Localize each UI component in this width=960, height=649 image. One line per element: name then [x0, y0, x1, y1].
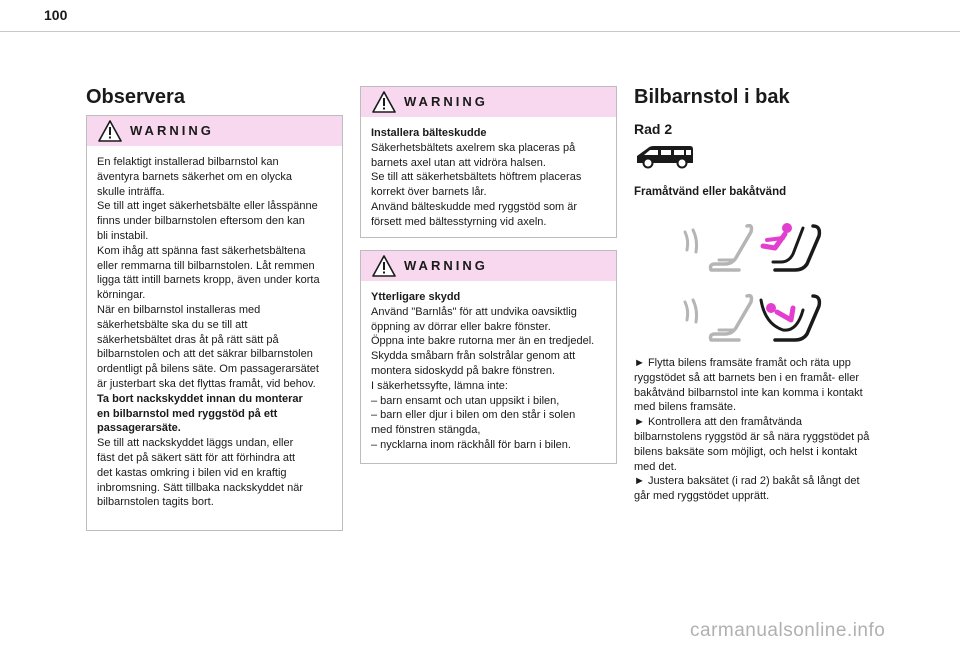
- text-line: montera sidoskydd på bakre fönstren.: [371, 364, 556, 377]
- text-line: ► Kontrollera att den framåtvända: [634, 416, 803, 429]
- text-line: öppning av dörrar eller bakre fönster.: [371, 320, 551, 333]
- text-line: ► Justera baksätet (i rad 2) bakåt så långt det: [634, 475, 860, 488]
- warning-body: [361, 117, 616, 238]
- text-line: säkerhetsbälte ska du se till att: [97, 318, 248, 331]
- text-line: bilbarnstolen och att det säkrar bilbarnstolen: [97, 348, 313, 361]
- text-line: äventyra barnets säkerhet om en olycka: [97, 170, 293, 183]
- text-line: körningar.: [97, 289, 146, 302]
- row-title: Rad 2: [634, 121, 673, 137]
- text-line: inbromsning. Sätt tillbaka nackskyddet när: [97, 481, 304, 494]
- text-line: Säkerhetsbältets axelrem ska placeras på: [371, 141, 576, 154]
- text-line: Använd bälteskudde med ryggstöd som är: [371, 200, 578, 213]
- text-line: är justerbart ska det flyttas framåt, vid behov.: [97, 377, 316, 390]
- text-line: bilbarnstolen tagits bort.: [97, 496, 214, 509]
- text-line: Se till att inget säkerhetsbälte eller låsspänne: [97, 200, 318, 213]
- text-line: Öppna inte bakre rutorna mer än en tredjedel.: [371, 335, 595, 348]
- warning-box-left: [86, 115, 343, 531]
- text-line: – barn ensamt och utan uppsikt i bilen,: [371, 394, 560, 407]
- watermark: carmanualsonline.info: [690, 620, 886, 641]
- text-line: När en bilbarnstol installeras med: [97, 303, 261, 316]
- text-line: Skydda småbarn från solstrålar genom att: [371, 350, 576, 363]
- warning-header: [87, 116, 342, 146]
- text-line: Se till att nackskyddet läggs undan, eller: [97, 437, 294, 450]
- warning-header: [361, 87, 616, 117]
- warning-triangle-icon: [372, 91, 396, 113]
- warning-label: WARNING: [130, 123, 214, 138]
- text-line: – barn eller djur i bilen om den står i solen: [371, 409, 576, 422]
- text-line: skulle inträffa.: [97, 185, 165, 198]
- bold-line: Ta bort nackskyddet innan du monterar: [97, 392, 303, 405]
- text-line: Se till att säkerhetsbältets höftrem placeras: [371, 171, 582, 184]
- text-line: bilbarnstolens ryggstöd är så nära ryggstödet på: [634, 430, 870, 443]
- page-number: 100: [44, 7, 68, 23]
- warning-label: WARNING: [404, 258, 488, 273]
- text-line: barnets axel utan att vidröra halsen.: [371, 156, 546, 169]
- warning-triangle-icon: [98, 120, 122, 142]
- section-title-observera: Observera: [86, 86, 185, 108]
- text-line: ordentligt på bilens säte. Om passagerarsätet: [97, 363, 319, 376]
- warning-box-belt-cushion: [360, 86, 617, 238]
- text-line: säkerhetsbältet dras åt på rätt sätt på: [97, 333, 279, 346]
- text-line: ► Flytta bilens framsäte framåt och räta upp: [634, 357, 851, 369]
- text-line: I säkerhetssyfte, lämna inte:: [371, 379, 508, 392]
- warning-triangle-icon: [372, 255, 396, 277]
- text-line: Kom ihåg att spänna fast säkerhetsbältena: [97, 244, 306, 257]
- text-line: bli instabil.: [97, 229, 149, 242]
- text-line: det kastas omkring i bilen vid en kraftig: [97, 466, 287, 479]
- bold-line: en bilbarnstol med ryggstöd på ett: [97, 407, 278, 420]
- warning-heading: Ytterligare skydd: [371, 291, 461, 303]
- instructions: [634, 356, 896, 504]
- text-line: bakåtvänd bilbarnstol inte kan komma i kontakt: [634, 386, 863, 399]
- text-line: går med ryggstödet upprätt.: [634, 490, 770, 503]
- top-divider: [0, 31, 960, 32]
- section-title-rear-child-seat: Bilbarnstol i bak: [634, 86, 790, 108]
- warning-header: [361, 251, 616, 281]
- text-line: fäst det på säkert sätt för att förhindra att: [97, 451, 296, 464]
- text-line: ligga tätt intill barnets kropp, även under korta: [97, 274, 320, 287]
- text-line: eller remmarna till bilbarnstolen. Låt remmen: [97, 259, 315, 272]
- text-line: med det.: [634, 460, 677, 473]
- text-line: med bilens framsäte.: [634, 401, 737, 414]
- warning-heading: Installera bälteskudde: [371, 127, 487, 139]
- bold-line: passagerarsäte.: [97, 422, 181, 435]
- text-line: försett med bältesstyrning vid axeln.: [371, 215, 547, 228]
- text-line: ryggstödet så att barnets ben i en framåt- eller: [634, 371, 860, 384]
- rear-facing-child-seat-icon: [675, 290, 825, 352]
- warning-body: [87, 146, 342, 518]
- text-line: En felaktigt installerad bilbarnstol kan: [97, 156, 279, 168]
- warning-body: [361, 281, 616, 461]
- text-line: bilens baksäte som möjligt, och helst i kontakt: [634, 445, 858, 458]
- forward-facing-child-seat-icon: [675, 220, 825, 282]
- text-line: med fönstren stängda,: [371, 424, 481, 437]
- orientation-title: Framåtvänd eller bakåtvänd: [634, 186, 787, 198]
- warning-box-extra-protection: [360, 250, 617, 464]
- warning-label: WARNING: [404, 94, 488, 109]
- text-line: finns under bilbarnstolen eftersom den kan: [97, 215, 305, 228]
- text-line: – nycklarna inom räckhåll för barn i bilen.: [371, 438, 571, 451]
- text-line: Använd "Barnlås" för att undvika oavsiktlig: [371, 305, 577, 318]
- van-icon: [634, 143, 696, 169]
- text-line: korrekt över barnets lår.: [371, 186, 487, 199]
